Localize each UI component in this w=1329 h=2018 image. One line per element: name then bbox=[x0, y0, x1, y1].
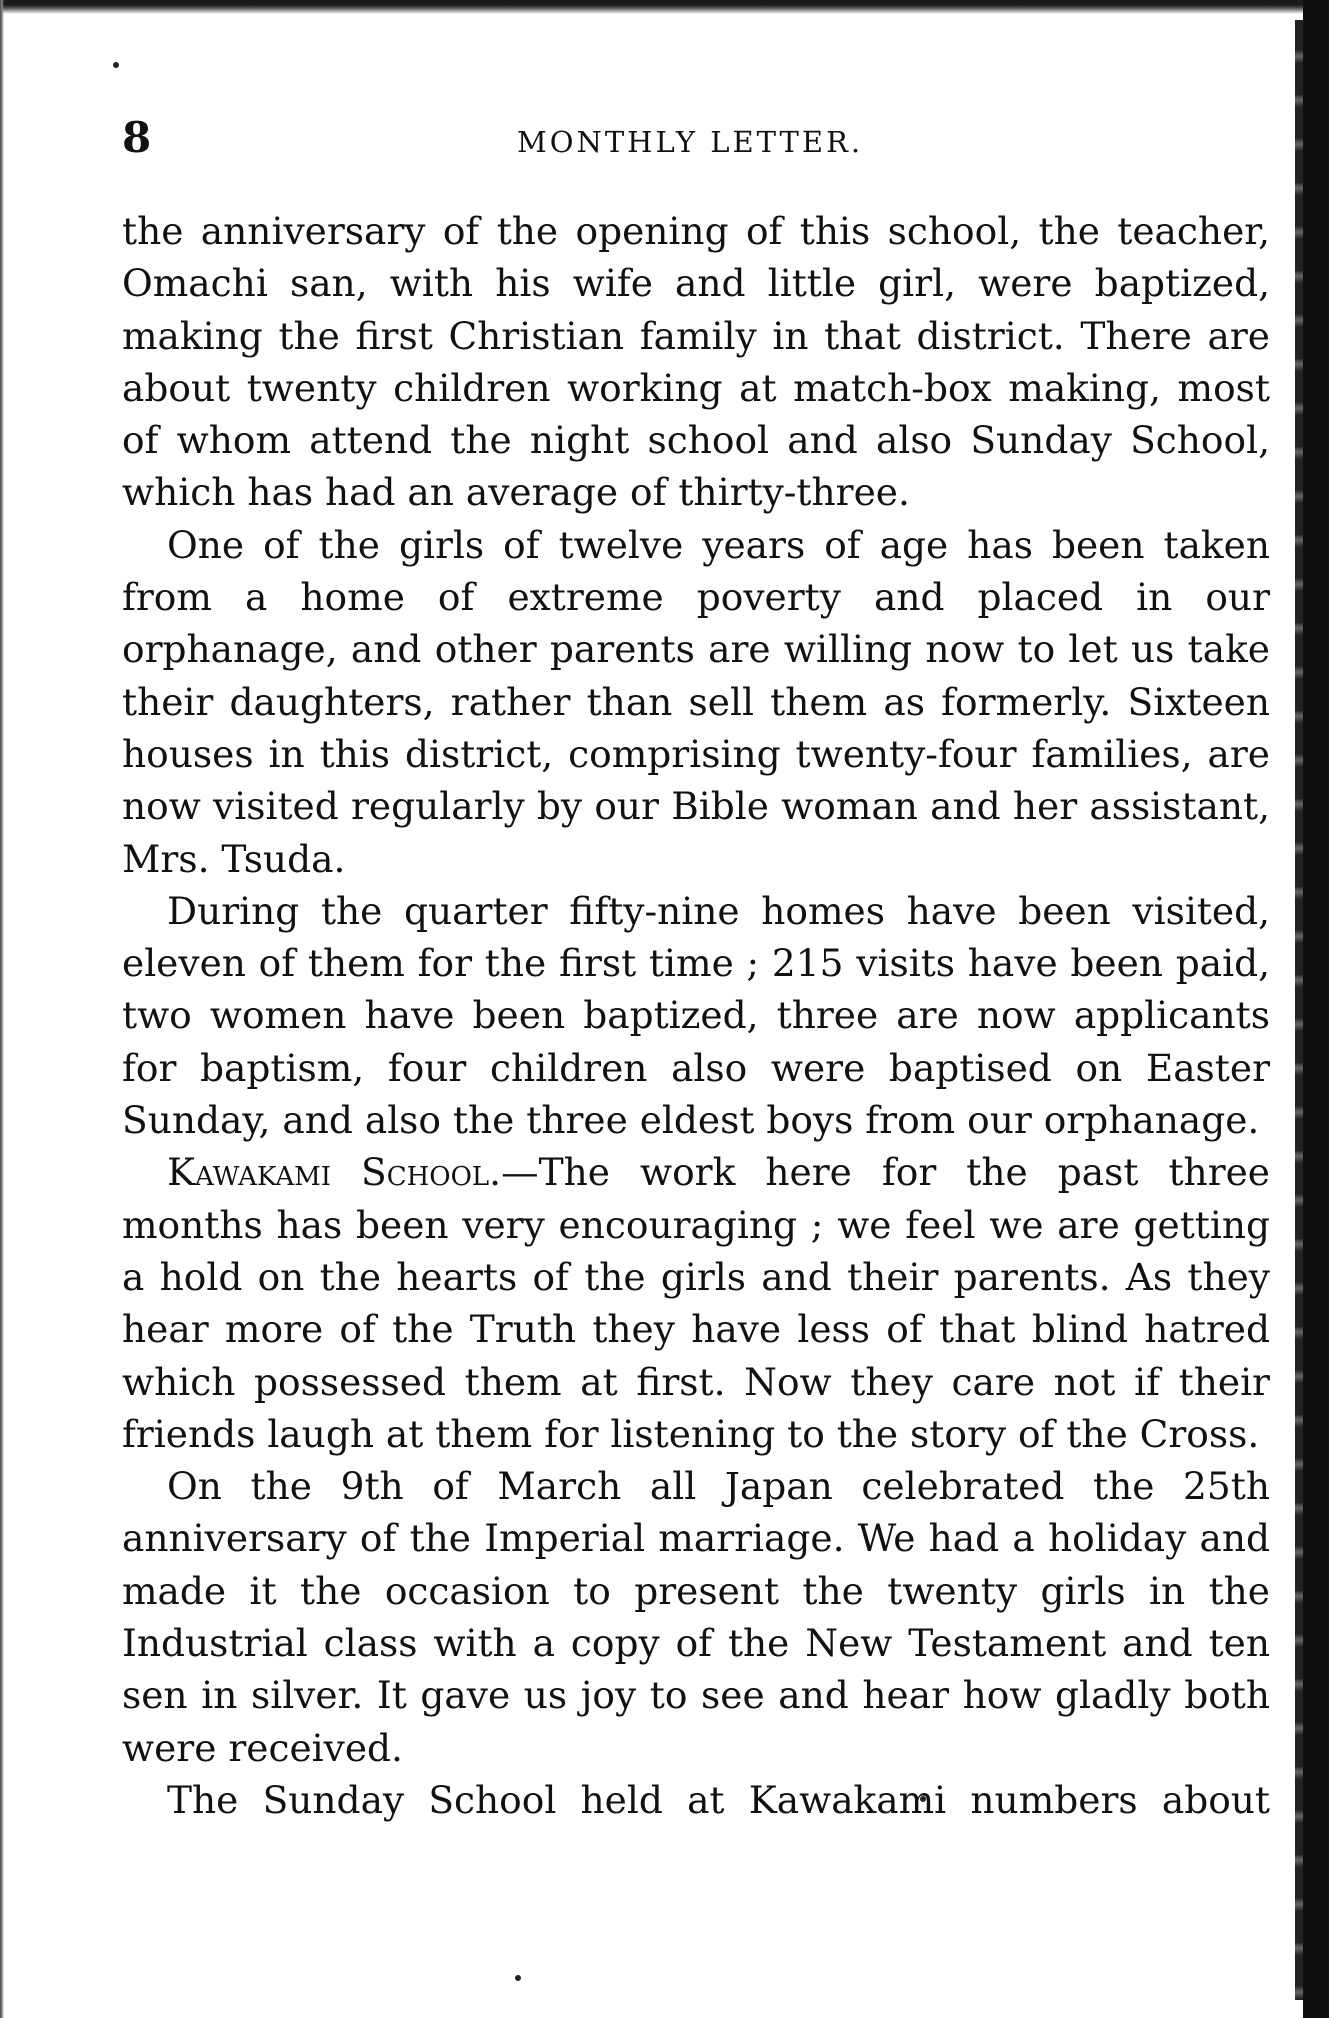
paragraph-quarter-visits: During the quarter fifty-nine homes have been visited, eleven of them for the first time ; 215 visits have been paid, two women have been baptized, three are now applicants for baptism, four children also were baptised on Easter Sunday, and also the three eldest boys from our orphanage. bbox=[122, 888, 1270, 1143]
body-text bbox=[122, 205, 1270, 1826]
page-number: 8 bbox=[122, 113, 152, 162]
paragraph-sunday-school: The Sunday School held at Kawakami numbers about bbox=[167, 1777, 1270, 1822]
paragraph-kawakami-school bbox=[122, 1146, 1270, 1460]
paragraph-imperial-anniversary: On the 9th of March all Japan celebrated the 25th anniversary of the Imperial marriage. We had a holiday and made it the occasion to present the twenty girls in the Industrial class with a copy of the New Testament and ten sen in silver. It gave us joy to see and hear how gladly both were received. bbox=[122, 1464, 1270, 1770]
speck bbox=[113, 62, 119, 68]
binding-shadow bbox=[1295, 20, 1303, 2000]
section-lead: Kawakami School. bbox=[167, 1150, 502, 1195]
paragraph-continuation: the anniversary of the opening of this school, the teacher, Omachi san, with his wife and little girl, were baptized, making the first Christian family in that district. There are about twenty children working at match-box making, most of whom attend the night school and also Sunday School, which has had an average of thirty-three. bbox=[122, 209, 1270, 515]
left-page-edge bbox=[0, 0, 4, 2018]
section-text: —The work here for the past three months has been very encouraging ; we feel we are getting a hold on the hearts of the girls and their parents. As they hear more of the Truth they have less of that blind hatred which possessed them at first. Now they care not if their friends laugh at them for listening to the story of the Cross. bbox=[122, 1150, 1271, 1456]
top-border bbox=[0, 0, 1329, 14]
page-binding-edge bbox=[1303, 0, 1329, 2018]
running-title: MONTHLY LETTER. bbox=[517, 125, 864, 159]
paragraph-orphanage: One of the girls of twelve years of age has been taken from a home of extreme poverty and placed in our orphanage, and other parents are willing now to let us take their daughters, rather than sell them as formerly. Sixteen houses in this district, comprising twenty-four families, are now visited regularly by our Bible woman and her assistant, Mrs. Tsuda. bbox=[122, 522, 1270, 881]
speck bbox=[515, 1975, 521, 1981]
page-header bbox=[122, 112, 1272, 172]
